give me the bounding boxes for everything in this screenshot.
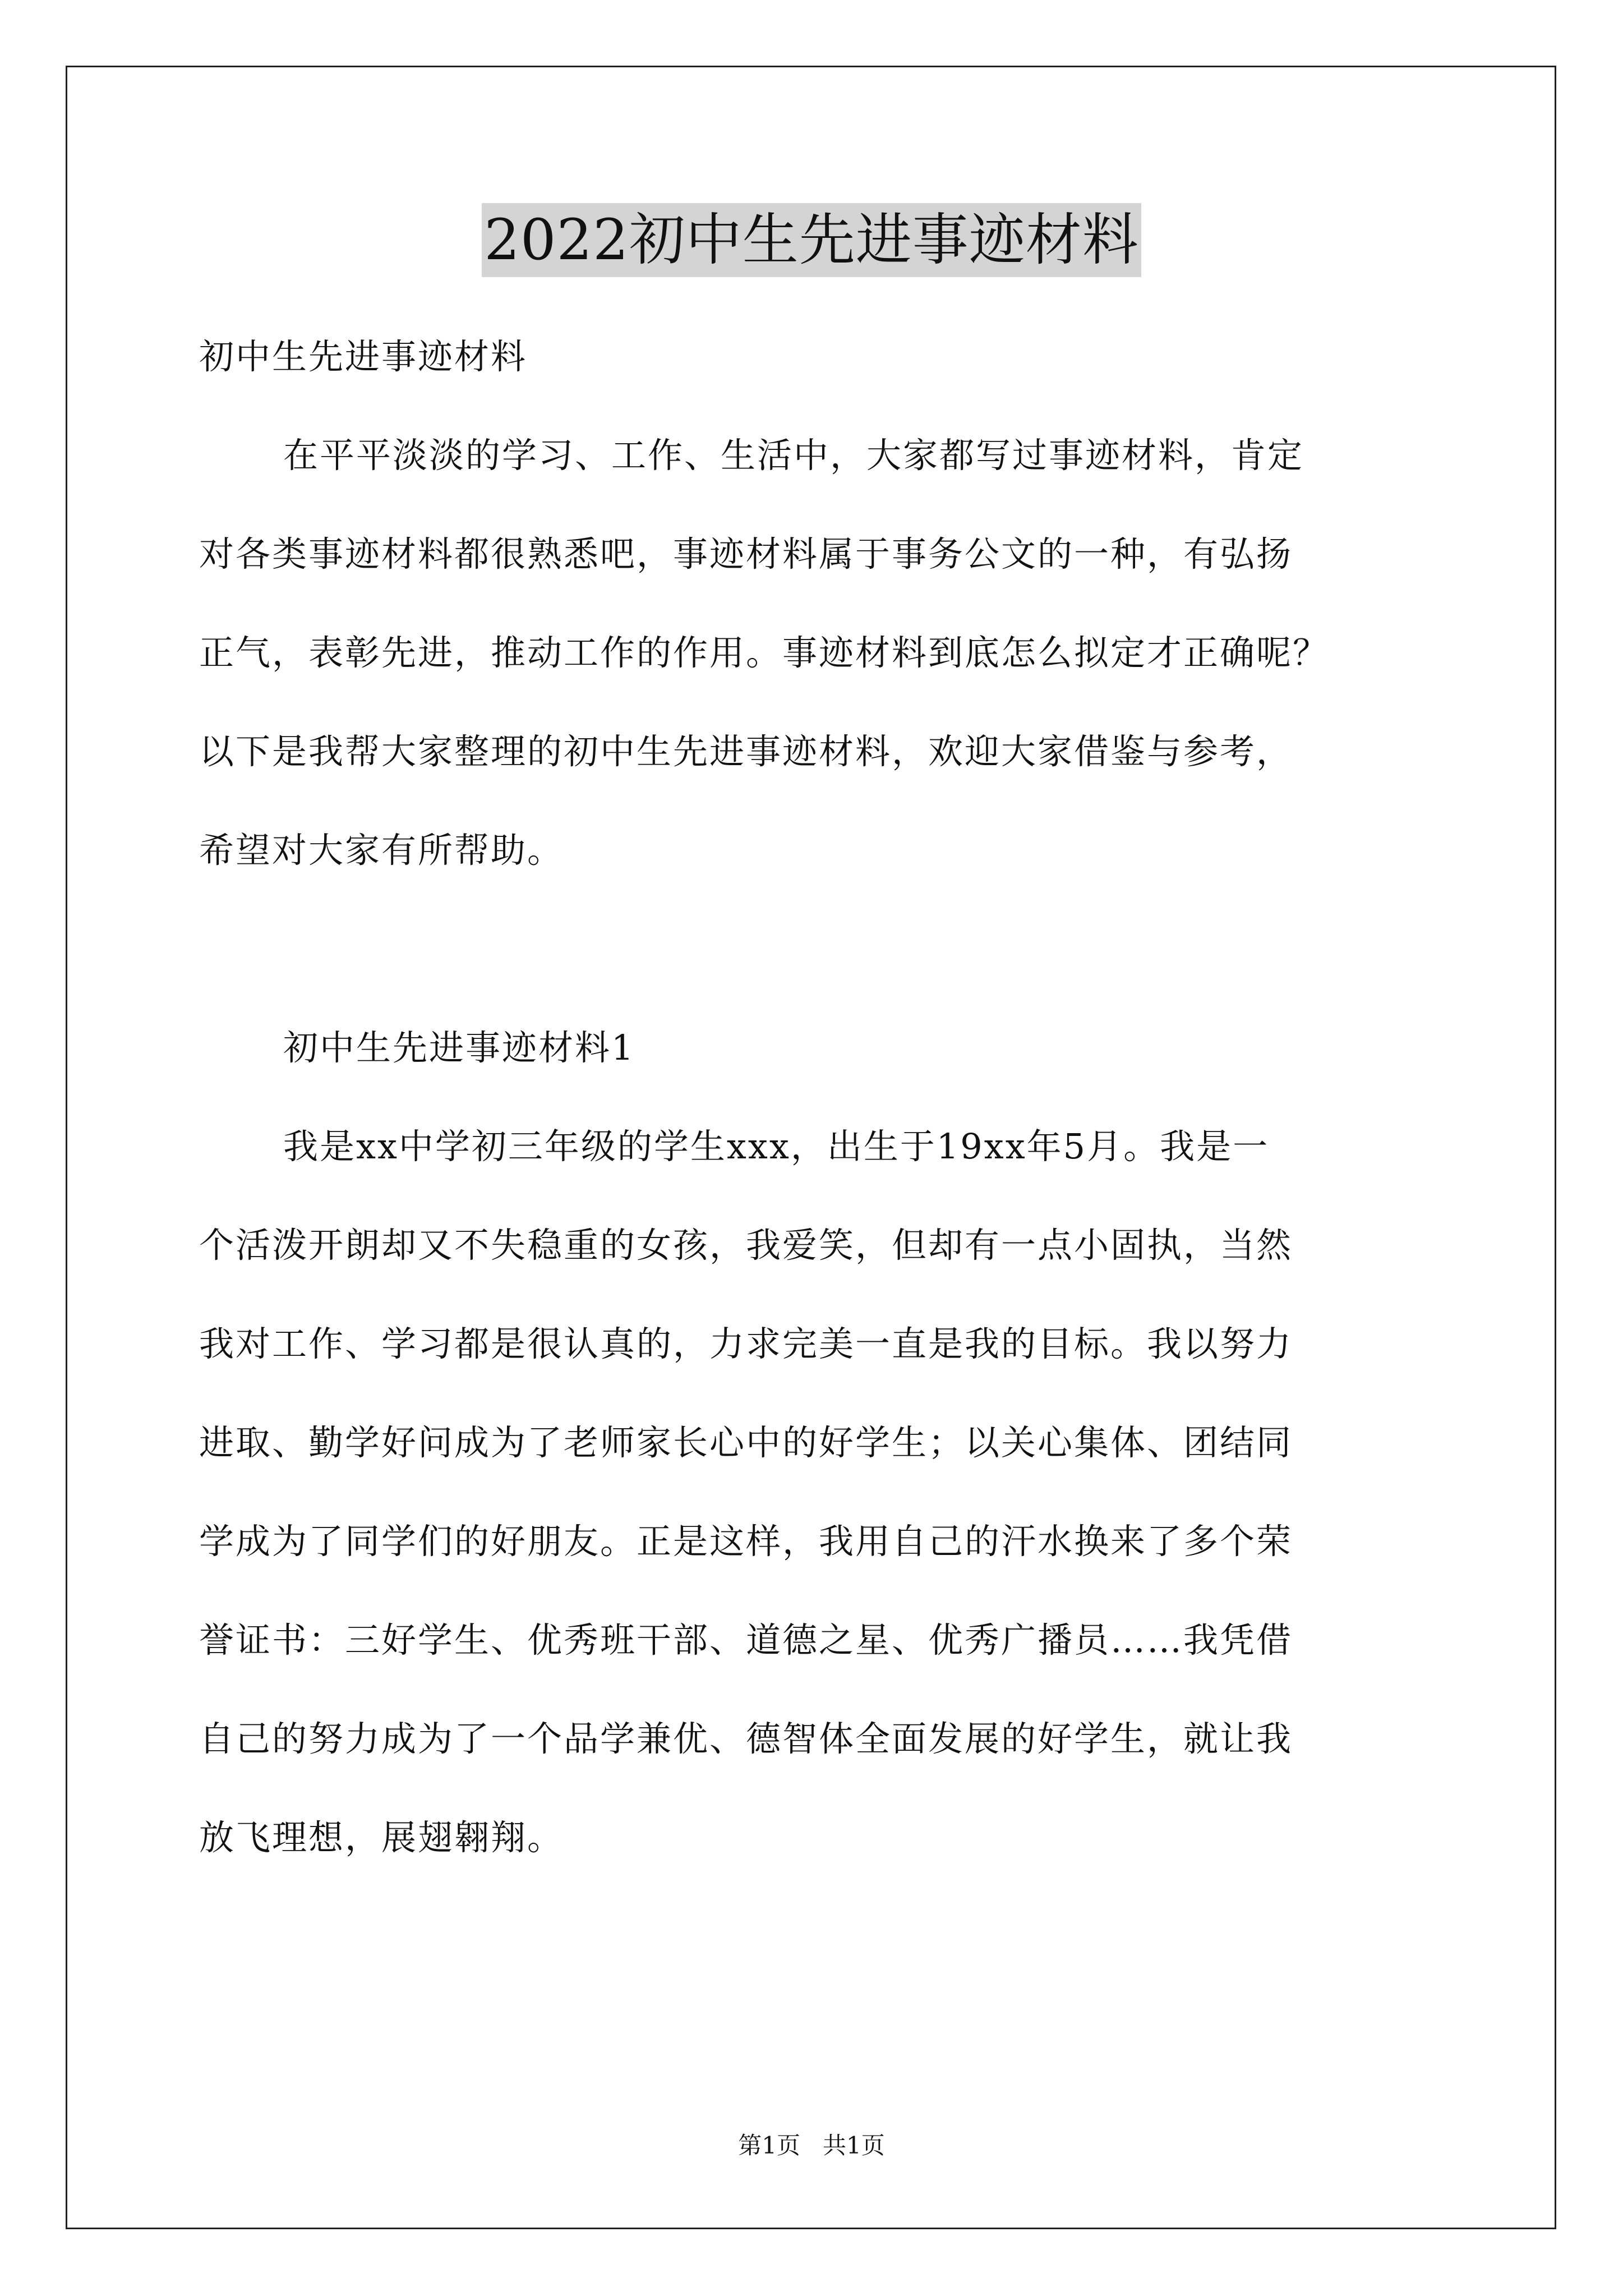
document-subtitle: 初中生先进事迹材料 [199,336,528,377]
document-title: 2022初中生先进事迹材料 [482,203,1141,277]
body-paragraph-line: 我对工作、学习都是很认真的，力求完美一直是我的目标。我以努力 [199,1323,1293,1364]
intro-paragraph-line: 在平平淡淡的学习、工作、生活中，大家都写过事迹材料，肯定 [283,435,1304,476]
paragraph-gap [199,900,1427,999]
body-paragraph-line: 自己的努力成为了一个品学兼优、德智体全面发展的好学生，就让我 [199,1718,1293,1759]
section-heading: 初中生先进事迹材料1 [283,1027,635,1068]
document-body [199,307,1427,1887]
body-paragraph-line: 放飞理想，展翅翱翔。 [199,1817,564,1858]
body-paragraph-line: 学成为了同学们的好朋友。正是这样，我用自己的汗水换来了多个荣 [199,1521,1293,1562]
body-paragraph-line: 我是xx中学初三年级的学生xxx，出生于19xx年5月。我是一 [283,1126,1270,1167]
intro-paragraph-line: 以下是我帮大家整理的初中生先进事迹材料，欢迎大家借鉴与参考， [199,731,1293,772]
page-footer: 第1页 共1页 [738,2132,885,2159]
title-container [0,203,1623,277]
body-paragraph-line: 誉证书：三好学生、优秀班干部、道德之星、优秀广播员……我凭借 [199,1619,1293,1660]
intro-paragraph-line: 正气，表彰先进，推动工作的作用。事迹材料到底怎么拟定才正确呢？ [199,632,1330,673]
body-paragraph-line: 进取、勤学好问成为了老师家长心中的好学生；以关心集体、团结同 [199,1422,1293,1463]
body-paragraph-line: 个活泼开朗却又不失稳重的女孩，我爱笑，但却有一点小固执，当然 [199,1225,1293,1266]
intro-paragraph-line: 对各类事迹材料都很熟悉吧，事迹材料属于事务公文的一种，有弘扬 [199,533,1293,574]
intro-paragraph-line: 希望对大家有所帮助。 [199,830,564,871]
